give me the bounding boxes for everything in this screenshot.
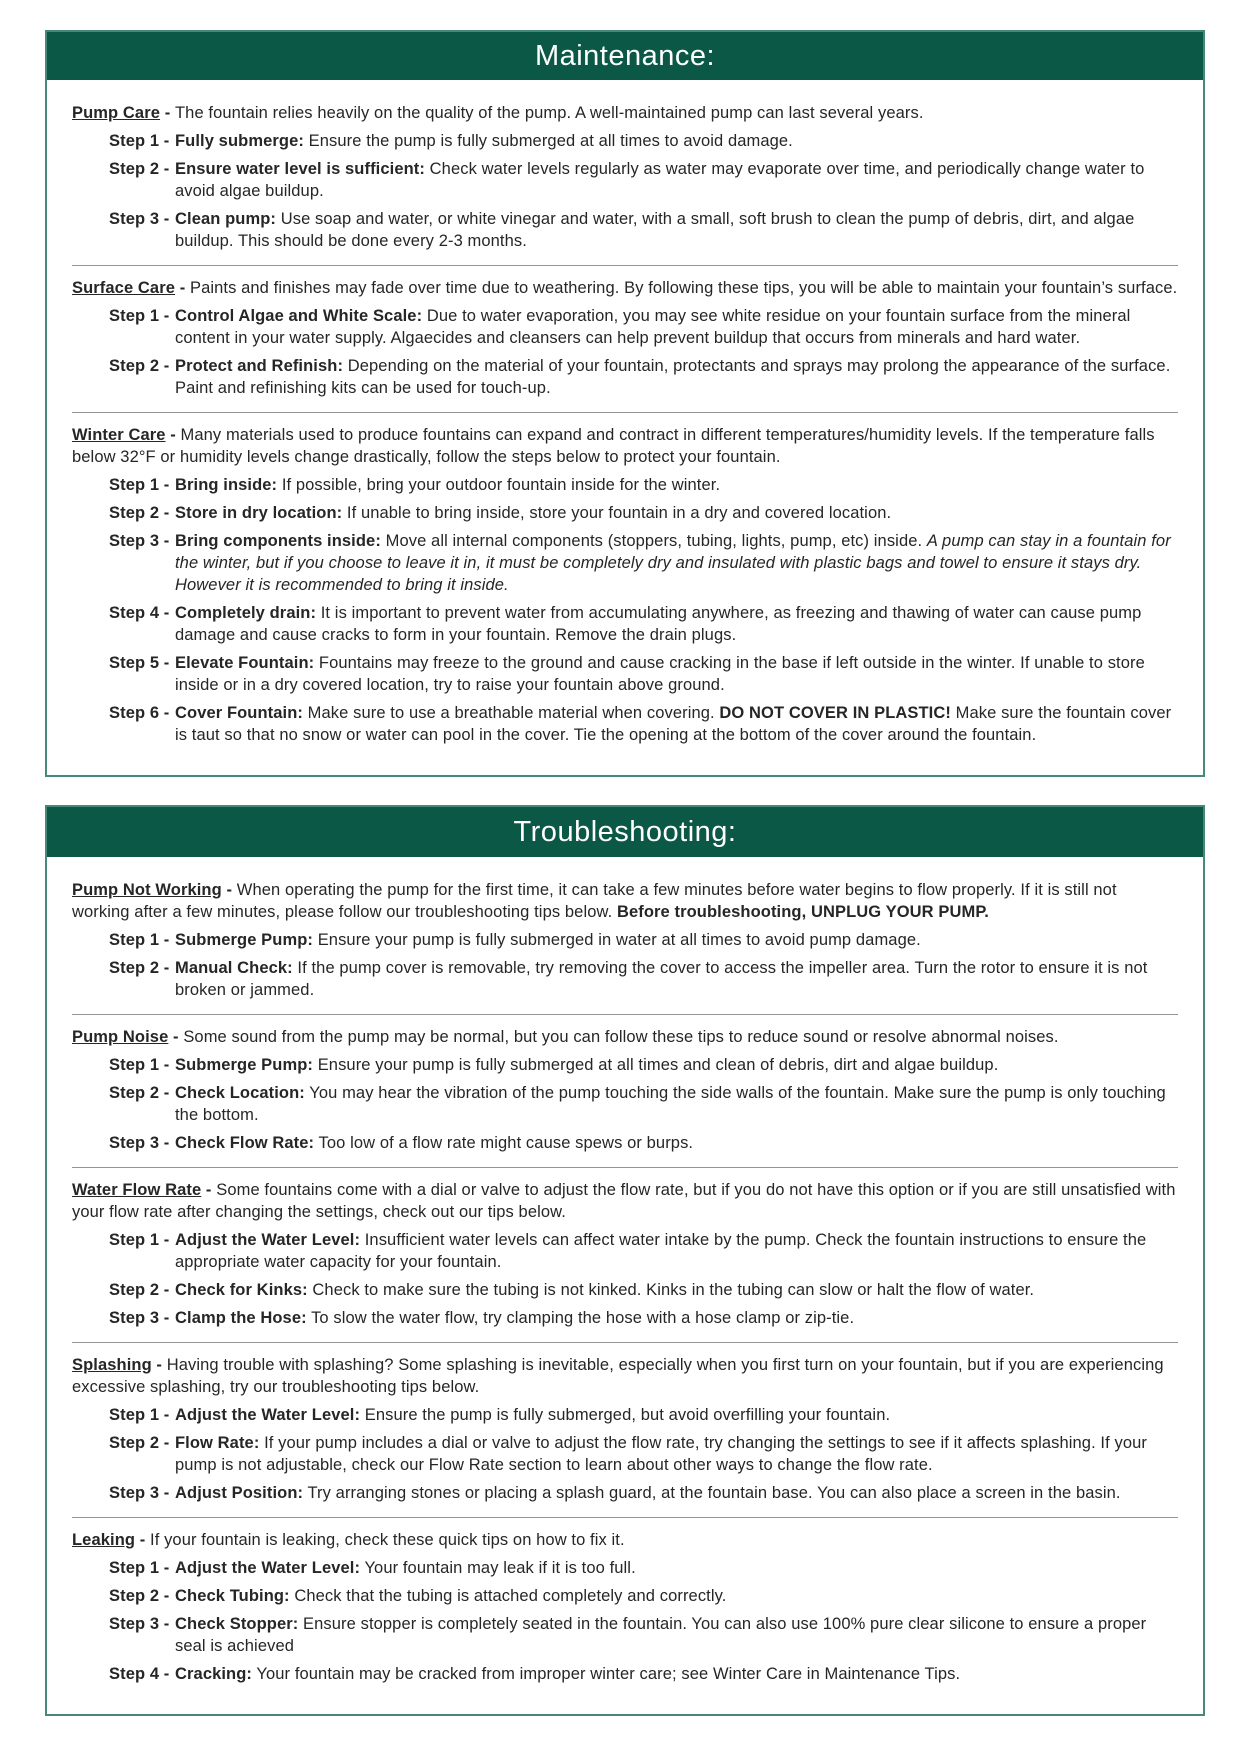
- section-heading: Leaking: [72, 1531, 136, 1549]
- section-heading: Water Flow Rate: [72, 1181, 202, 1199]
- heading-separator: -: [221, 881, 237, 899]
- step-row: [109, 929, 1178, 951]
- body-text: Check water levels regularly as water may evaporate over time, and periodically change water to avoid algae buildup.: [175, 160, 1145, 200]
- step-text: [175, 1557, 1178, 1579]
- step-label: Step 2 -: [109, 959, 170, 977]
- step-row: [109, 1663, 1178, 1685]
- bold-text: Adjust the Water Level:: [175, 1406, 361, 1424]
- body-text: Your fountain may be cracked from improper winter care; see Winter Care in Maintenance Tips.: [252, 1665, 961, 1683]
- section-pump-noise: [72, 1015, 1178, 1167]
- section-intro: [72, 277, 1178, 299]
- step-text: [175, 530, 1178, 596]
- step-row: [109, 957, 1178, 1001]
- heading-separator: -: [151, 1356, 167, 1374]
- body-text: Ensure the pump is fully submerged, but avoid overfilling your fountain.: [360, 1406, 891, 1424]
- step-row: [109, 474, 1178, 496]
- bold-text: Clamp the Hose:: [175, 1309, 307, 1327]
- bold-text: Completely drain:: [175, 604, 317, 622]
- step-text: [175, 1613, 1178, 1657]
- troubleshooting-content: [47, 857, 1203, 1714]
- section-intro: [72, 879, 1178, 923]
- step-label: Step 2 -: [109, 1434, 170, 1452]
- body-text: Fountains may freeze to the ground and cause cracking in the base if left outside in the winter. If unable to store inside or in a dry covered location, try to raise your fountain above ground.: [175, 654, 1145, 694]
- step-row: [109, 1482, 1178, 1504]
- step-row: [109, 652, 1178, 696]
- body-text: Make sure the fountain cover is taut so that no snow or water can pool in the cover. Tie the opening at the bottom of the cover around the fountain.: [175, 704, 1172, 744]
- section-intro: [72, 1179, 1178, 1223]
- bold-text: Adjust the Water Level:: [175, 1559, 361, 1577]
- step-label: Step 2 -: [109, 357, 170, 375]
- body-text: If your fountain is leaking, check these quick tips on how to fix it.: [150, 1531, 625, 1549]
- step-row: [109, 602, 1178, 646]
- section-intro: [72, 1529, 1178, 1551]
- body-text: Check that the tubing is attached completely and correctly.: [289, 1587, 727, 1605]
- bold-text: Check Flow Rate:: [175, 1134, 315, 1152]
- body-text: Your fountain may leak if it is too full.: [360, 1559, 636, 1577]
- bold-text: Check Location:: [175, 1084, 305, 1102]
- bold-text: Submerge Pump:: [175, 931, 314, 949]
- bold-text: Submerge Pump:: [175, 1056, 314, 1074]
- step-label: Step 2 -: [109, 160, 170, 178]
- bold-text: Manual Check:: [175, 959, 293, 977]
- step-text: [175, 1663, 1178, 1685]
- step-text: [175, 130, 1178, 152]
- step-label: Step 1 -: [109, 132, 170, 150]
- body-text: Make sure to use a breathable material when covering.: [303, 704, 720, 722]
- bold-text: Flow Rate:: [175, 1434, 260, 1452]
- bold-text: Control Algae and White Scale:: [175, 307, 423, 325]
- step-row: [109, 158, 1178, 202]
- section-winter-care: [72, 413, 1178, 759]
- heading-separator: -: [175, 279, 190, 297]
- troubleshooting-header: [47, 807, 1203, 857]
- maintenance-content: [47, 80, 1203, 775]
- step-row: [109, 1307, 1178, 1329]
- step-label: Step 3 -: [109, 210, 170, 228]
- step-label: Step 4 -: [109, 1665, 170, 1683]
- step-label: Step 2 -: [109, 504, 170, 522]
- bold-text: DO NOT COVER IN PLASTIC!: [719, 704, 951, 722]
- step-text: [175, 1307, 1178, 1329]
- step-text: [175, 1082, 1178, 1126]
- step-row: [109, 702, 1178, 746]
- body-text: Having trouble with splashing? Some splashing is inevitable, especially when you first turn on your fountain, but if you are experiencing excessive splashing, try our troubleshooting tips below.: [72, 1356, 1164, 1396]
- body-text: When operating the pump for the first time, it can take a few minutes before water begins to flow properly. If it is still not working after a few minutes, please follow our troubleshooting tips below.: [72, 881, 1117, 921]
- maintenance-title: Maintenance:: [534, 39, 716, 72]
- step-row: [109, 355, 1178, 399]
- bold-text: Bring components inside:: [175, 532, 381, 550]
- section-surface-care: [72, 266, 1178, 412]
- body-text: Some fountains come with a dial or valve to adjust the flow rate, but if you do not have this option or if you are still unsatisfied with your flow rate after changing the settings, check out our tips below.: [72, 1181, 1176, 1221]
- step-row: [109, 1054, 1178, 1076]
- bold-text: Adjust the Water Level:: [175, 1231, 361, 1249]
- step-label: Step 3 -: [109, 1134, 170, 1152]
- bold-text: Check for Kinks:: [175, 1281, 308, 1299]
- body-text: If possible, bring your outdoor fountain inside for the winter.: [277, 476, 721, 494]
- step-label: Step 1 -: [109, 1406, 170, 1424]
- step-label: Step 3 -: [109, 1484, 170, 1502]
- body-text: The fountain relies heavily on the quality of the pump. A well-maintained pump can last several years.: [174, 104, 924, 122]
- body-text: Due to water evaporation, you may see white residue on your fountain surface from the mineral content in your water supply. Algaecides and cleansers can help prevent buildup that occurs from minerals and hard water.: [175, 307, 1131, 347]
- body-text: You may hear the vibration of the pump touching the side walls of the fountain. Make sure the pump is only touching the bottom.: [175, 1084, 1166, 1124]
- step-row: [109, 1557, 1178, 1579]
- step-row: [109, 1082, 1178, 1126]
- heading-separator: -: [135, 1531, 151, 1549]
- step-row: [109, 1432, 1178, 1476]
- step-row: [109, 502, 1178, 524]
- step-label: Step 2 -: [109, 1084, 170, 1102]
- bold-text: Clean pump:: [175, 210, 277, 228]
- section-leaking: [72, 1518, 1178, 1698]
- body-text: Paints and finishes may fade over time due to weathering. By following these tips, you will be able to maintain your fountain’s surface.: [189, 279, 1178, 297]
- italic-note: A pump can stay in a fountain for the winter, but if you choose to leave it in, it must be completely dry and insulated with plastic bags and towel to ensure it stays dry. However it is recommended to bring it inside.: [175, 532, 1171, 594]
- step-text: [175, 1279, 1178, 1301]
- step-text: [175, 1229, 1178, 1273]
- step-label: Step 3 -: [109, 1615, 170, 1633]
- step-row: [109, 1404, 1178, 1426]
- troubleshooting-panel: [45, 805, 1205, 1716]
- step-row: [109, 305, 1178, 349]
- step-text: [175, 1432, 1178, 1476]
- bold-text: Check Stopper:: [175, 1615, 299, 1633]
- bold-text: Cracking:: [175, 1665, 253, 1683]
- body-text: Check to make sure the tubing is not kinked. Kinks in the tubing can slow or halt the flow of water.: [307, 1281, 1035, 1299]
- step-label: Step 1 -: [109, 931, 170, 949]
- section-intro: [72, 102, 1178, 124]
- step-text: [175, 1482, 1178, 1504]
- step-label: Step 2 -: [109, 1587, 170, 1605]
- bold-text: Elevate Fountain:: [175, 654, 315, 672]
- step-text: [175, 502, 1178, 524]
- step-label: Step 1 -: [109, 1559, 170, 1577]
- bold-text: Check Tubing:: [175, 1587, 290, 1605]
- section-intro: [72, 1354, 1178, 1398]
- section-splashing: [72, 1343, 1178, 1517]
- bold-text: Adjust Position:: [175, 1484, 304, 1502]
- body-text: It is important to prevent water from accumulating anywhere, as freezing and thawing of water can cause pump damage and cause cracks to form in your fountain. Remove the drain plugs.: [175, 604, 1142, 644]
- section-water-flow-rate: [72, 1168, 1178, 1342]
- bold-text: Store in dry location:: [175, 504, 343, 522]
- body-text: Ensure your pump is fully submerged at all times and clean of debris, dirt and algae buildup.: [313, 1056, 999, 1074]
- step-label: Step 1 -: [109, 1231, 170, 1249]
- section-intro: [72, 1026, 1178, 1048]
- maintenance-panel: [45, 30, 1205, 777]
- step-label: Step 5 -: [109, 654, 170, 672]
- section-pump-not-working: [72, 871, 1178, 1014]
- heading-separator: -: [165, 426, 181, 444]
- step-row: [109, 530, 1178, 596]
- body-text: Too low of a flow rate might cause spews or burps.: [314, 1134, 694, 1152]
- section-intro: [72, 424, 1178, 468]
- step-text: [175, 208, 1178, 252]
- step-label: Step 1 -: [109, 307, 170, 325]
- body-text: Ensure the pump is fully submerged at all times to avoid damage.: [303, 132, 793, 150]
- heading-separator: -: [160, 104, 175, 122]
- section-heading: Pump Care: [72, 104, 161, 122]
- step-label: Step 6 -: [109, 704, 170, 722]
- body-text: If your pump includes a dial or valve to adjust the flow rate, try changing the settings to see if it affects splashing. If your pump is not adjustable, check our Flow Rate section to learn about other ways to change the flow rate.: [175, 1434, 1147, 1474]
- step-text: [175, 158, 1178, 202]
- step-text: [175, 1132, 1178, 1154]
- maintenance-header: [47, 32, 1203, 80]
- troubleshooting-title: Troubleshooting:: [513, 815, 737, 848]
- body-text: Use soap and water, or white vinegar and water, with a small, soft brush to clean the pump of debris, dirt, and algae buildup. This should be done every 2-3 months.: [175, 210, 1135, 250]
- bold-text: Protect and Refinish:: [175, 357, 344, 375]
- section-pump-care: [72, 94, 1178, 265]
- step-label: Step 3 -: [109, 532, 170, 550]
- section-heading: Pump Not Working: [72, 881, 222, 899]
- bold-text: Cover Fountain:: [175, 704, 303, 722]
- body-text: If unable to bring inside, store your fountain in a dry and covered location.: [342, 504, 892, 522]
- step-text: [175, 652, 1178, 696]
- body-text: Insufficient water levels can affect water intake by the pump. Check the fountain instructions to ensure the appropriate water capacity for your fountain.: [175, 1231, 1147, 1271]
- step-text: [175, 1585, 1178, 1607]
- step-text: [175, 1054, 1178, 1076]
- step-label: Step 3 -: [109, 1309, 170, 1327]
- heading-separator: -: [168, 1028, 184, 1046]
- step-row: [109, 1229, 1178, 1273]
- section-heading: Surface Care: [72, 279, 176, 297]
- step-row: [109, 1279, 1178, 1301]
- step-row: [109, 208, 1178, 252]
- step-label: Step 2 -: [109, 1281, 170, 1299]
- body-text: To slow the water flow, try clamping the hose with a hose clamp or zip-tie.: [306, 1309, 855, 1327]
- body-text: If the pump cover is removable, try removing the cover to access the impeller area. Turn the rotor to ensure it is not broken or jammed.: [175, 959, 1148, 999]
- body-text: Move all internal components (stoppers, tubing, lights, pump, etc) inside.: [380, 532, 927, 550]
- step-text: [175, 957, 1178, 1001]
- body-text: Some sound from the pump may be normal, but you can follow these tips to reduce sound or resolve abnormal noises.: [183, 1028, 1059, 1046]
- step-row: [109, 1132, 1178, 1154]
- step-text: [175, 1404, 1178, 1426]
- step-text: [175, 355, 1178, 399]
- section-heading: Splashing: [72, 1356, 152, 1374]
- bold-text: Ensure water level is sufficient:: [175, 160, 425, 178]
- section-heading: Pump Noise: [72, 1028, 169, 1046]
- bold-text: Before troubleshooting, UNPLUG YOUR PUMP.: [616, 903, 989, 921]
- step-text: [175, 602, 1178, 646]
- step-row: [109, 1585, 1178, 1607]
- section-heading: Winter Care: [72, 426, 166, 444]
- step-row: [109, 130, 1178, 152]
- body-text: Depending on the material of your fountain, protectants and sprays may prolong the appearance of the surface. Paint and refinishing kits can be used for touch-up.: [175, 357, 1171, 397]
- step-label: Step 4 -: [109, 604, 170, 622]
- step-text: [175, 702, 1178, 746]
- body-text: Many materials used to produce fountains can expand and contract in different temperatures/humidity levels. If the temperature falls below 32°F or humidity levels change drastically, follow the steps below to protect your fountain.: [72, 426, 1155, 466]
- step-text: [175, 305, 1178, 349]
- body-text: Ensure your pump is fully submerged in water at all times to avoid pump damage.: [313, 931, 921, 949]
- bold-text: Fully submerge:: [175, 132, 304, 150]
- body-text: Ensure stopper is completely seated in the fountain. You can also use 100% pure clear silicone to ensure a proper seal is achieved: [175, 1615, 1147, 1655]
- step-row: [109, 1613, 1178, 1657]
- step-label: Step 1 -: [109, 476, 170, 494]
- step-label: Step 1 -: [109, 1056, 170, 1074]
- step-text: [175, 929, 1178, 951]
- body-text: Try arranging stones or placing a splash guard, at the fountain base. You can also place a screen in the basin.: [303, 1484, 1121, 1502]
- step-text: [175, 474, 1178, 496]
- bold-text: Bring inside:: [175, 476, 278, 494]
- heading-separator: -: [201, 1181, 217, 1199]
